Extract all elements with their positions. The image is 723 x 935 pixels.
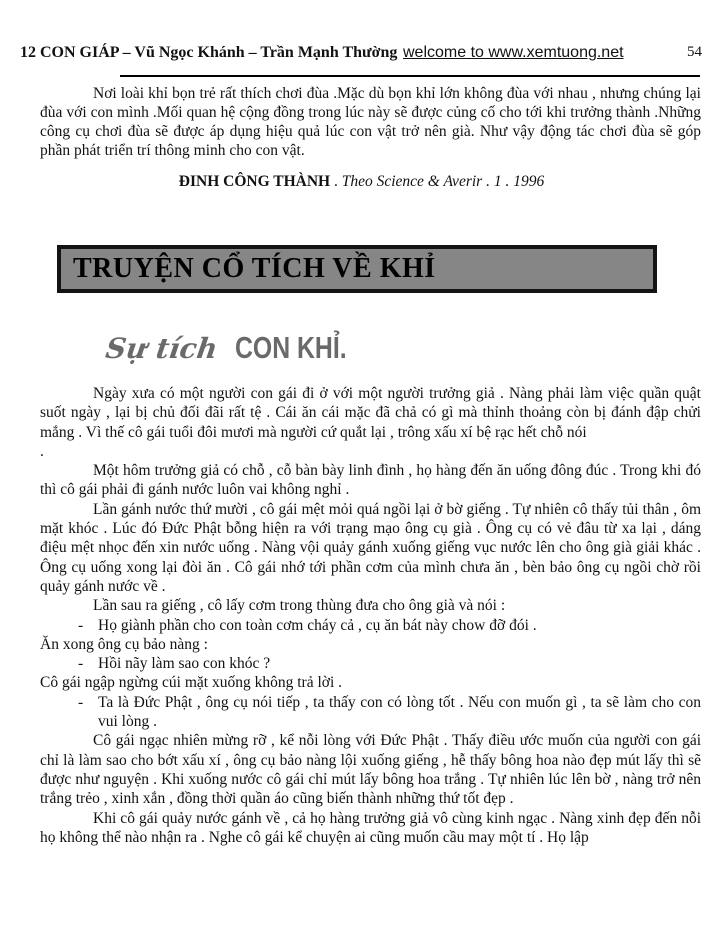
story-paragraph: Lần gánh nước thứ mười , cô gái mệt mỏi quá ngồi lại ở bờ giếng . Tự nhiên cô thấy tủi thân , ôm mặt khóc . Lúc đó Đức Phật bỗng hiện ra với trạng mạo ông cụ già . Ông cụ có vẻ đâu từ xa lại , dáng điệu mệt nhọc đến xin nước uống . Nàng vội quảy gánh xuống giếng vục nước lên cho ông già giải khác . Ông cụ uống xong lại đòi ăn . Cô gái nhớ tới phần cơm của mình chưa ăn , bèn bảo ông cụ ngồi chờ rồi quảy gánh nước về . xyxy=(40,500,701,595)
story-paragraph: . xyxy=(40,442,44,460)
story-paragraph: Khi cô gái quảy nước gánh về , cả họ hàng trưởng giả vô cùng kinh ngạc . Nàng xinh đẹp đến nỗi họ không thể nào nhận ra . Nghe cô gái kể chuyện ai cũng muốn cầu may một tí . Họ lập xyxy=(40,809,701,846)
story-title-main: CON KHỈ. xyxy=(235,330,347,365)
section-banner-title: TRUYỆN CỔ TÍCH VỀ KHỈ xyxy=(73,253,436,284)
story-paragraph: - Họ giành phần cho con toàn cơm cháy cả , cụ ăn bát này chow đỡ đói . xyxy=(78,616,537,634)
book-title: 12 CON GIÁP – Vũ Ngọc Khánh – Trần Mạnh Thường xyxy=(20,44,398,61)
page-number: 54 xyxy=(687,44,702,60)
story-paragraph: Ăn xong ông cụ bảo nàng : xyxy=(40,635,208,653)
story-title-script: Sự tích xyxy=(103,332,220,365)
story-paragraph: - Ta là Đức Phật , ông cụ nói tiếp , ta thấy con có lòng tốt . Nếu con muốn gì , ta sẽ làm cho con vui lòng . xyxy=(78,693,701,731)
story-body xyxy=(40,384,701,847)
intro-paragraph: Nơi loài khỉ bọn trẻ rất thích chơi đùa .Mặc dù bọn khỉ lớn không đùa với nhau , nhưng chúng lại đùa với con mình .Mối quan hệ cộng đồng trong lúc này sẽ được củng cố cho tới khi trưởng thành .Những công cụ chơi đùa sẽ được áp dụng hiệu quả lúc con vật trở nên già. Như vậy động tác chơi đùa sẽ góp phần phát triển trí thông minh cho con vật. xyxy=(40,85,701,159)
citation-line xyxy=(0,173,723,191)
citation-author: ĐINH CÔNG THÀNH xyxy=(178,173,331,190)
story-paragraph: Cô gái ngập ngừng cúi mặt xuống không trả lời . xyxy=(40,674,343,692)
citation-source: Theo Science & Averir . 1 . 1996 xyxy=(341,173,545,190)
section-banner xyxy=(57,245,657,293)
citation-separator: . xyxy=(330,173,342,190)
story-paragraph: Lần sau ra giếng , cô lấy cơm trong thùng đưa cho ông già và nói : xyxy=(93,597,506,615)
dialogue-dash: - xyxy=(78,616,84,634)
story-title xyxy=(103,330,375,366)
story-paragraph: Cô gái ngạc nhiên mừng rỡ , kể nỗi lòng với Đức Phật . Thấy điều ước muốn của người con gái chỉ là làm sao cho bớt xấu xí , ông cụ bảo nàng lội xuống giếng , hễ thấy bông hoa nào đẹp mút lấy thì sẽ được như nguyện . Khi xuống nước cô gái chỉ mút lấy bông hoa trắng . Tự nhiên lúc lên bờ , nàng trở nên trắng trẻo , xinh xắn , đồng thời quần áo cũng biến thành những thứ tốt đẹp . xyxy=(40,732,701,808)
story-paragraph: Ngày xưa có một người con gái đi ở với một người trưởng giả . Nàng phải làm việc quần quật suốt ngày , lại bị chủ đối đãi rất tệ . Cái ăn cái mặc đã chả có gì mà thỉnh thoảng còn bị đánh đập chửi mắng . Vì thế cô gái tuổi đôi mươi mà người cứ quắt lại , trông xấu xí bệ rạc hết chỗ nói xyxy=(40,385,701,441)
header-divider xyxy=(120,75,700,77)
dialogue-dash: - xyxy=(78,655,84,673)
story-paragraph: - Hồi nãy làm sao con khóc ? xyxy=(78,655,271,673)
story-paragraph: Một hôm trưởng giả có chỗ , cỗ bàn bày linh đình , họ hàng đến ăn uống đông đúc . Trong khi đó thì cô gái phải đi gánh nước luôn vai không nghỉ . xyxy=(40,462,701,499)
dialogue-dash: - xyxy=(78,693,84,711)
website-link[interactable]: welcome to www.xemtuong.net xyxy=(403,44,624,61)
